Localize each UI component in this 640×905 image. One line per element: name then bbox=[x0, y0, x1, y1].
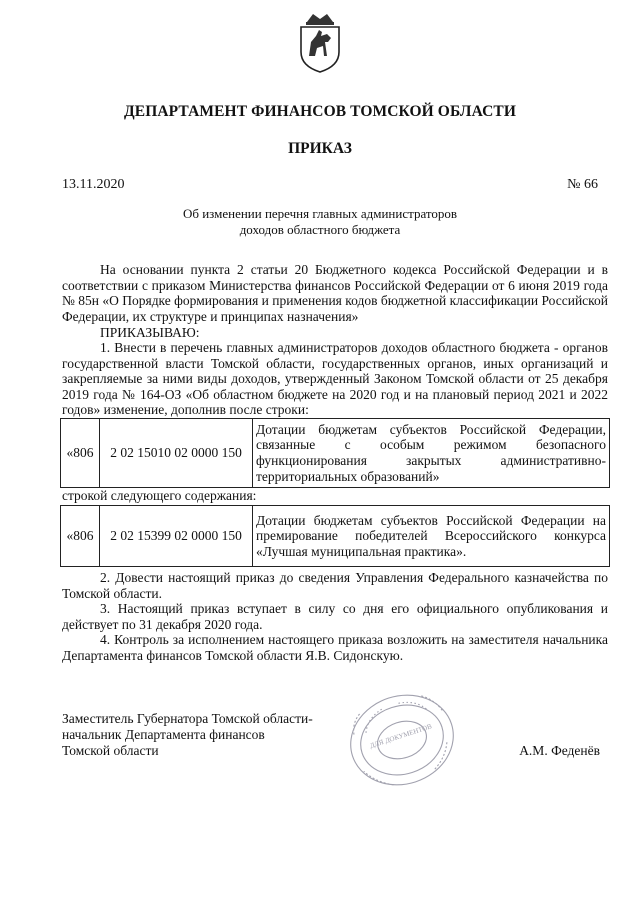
revenue-table-existing-row bbox=[60, 418, 610, 488]
signatory-position bbox=[62, 711, 313, 759]
paragraph-item-1-text: 1. Внести в перечень главных администраторов доходов областного бюджета - органов государственной власти Томской области, государственных органов, иных организаций и закрепляемые за ними виды доходов, утвержденный Законом Томской области от 25 декабря 2019 года № 164-ОЗ «Об областном бюджете на 2020 год и на плановый период 2021 и 2022 годов» изменение, дополнив после строки: bbox=[62, 340, 608, 418]
revenue-table-new-row bbox=[60, 505, 610, 567]
revenue-name-cell: Дотации бюджетам субъектов Российской Федерации, связанные с особым режимом безопасного функционирования закрытых административно-территориальных образований» bbox=[253, 419, 610, 488]
admin-code-cell: «806 bbox=[61, 506, 100, 567]
signatory-line-1: Заместитель Губернатора Томской области- bbox=[62, 711, 313, 726]
subject-line-2: доходов областного бюджета bbox=[239, 222, 401, 237]
signatory-line-2: начальник Департамента финансов bbox=[62, 727, 265, 742]
order-word bbox=[62, 325, 608, 341]
official-stamp-icon bbox=[340, 690, 465, 790]
revenue-name-cell: Дотации бюджетам субъектов Российской Федерации на премирование победителей Всероссийского конкурса «Лучшая муниципальная практика». bbox=[253, 506, 610, 567]
revenue-code-cell: 2 02 15399 02 0000 150 bbox=[100, 506, 253, 567]
revenue-code-cell: 2 02 15010 02 0000 150 bbox=[100, 419, 253, 488]
tomsk-coat-of-arms-icon bbox=[297, 12, 343, 74]
paragraph-item-3-text: 3. Настоящий приказ вступает в силу со дня его официального опубликования и действует по 31 декабря 2020 года. bbox=[62, 601, 608, 632]
paragraph-item-3 bbox=[62, 601, 608, 632]
document-type: ПРИКАЗ bbox=[288, 140, 352, 157]
document-subject bbox=[0, 206, 640, 238]
table-row bbox=[61, 506, 610, 567]
department-name: ДЕПАРТАМЕНТ ФИНАНСОВ ТОМСКОЙ ОБЛАСТИ bbox=[124, 103, 516, 120]
signatory-line-3: Томской области bbox=[62, 743, 159, 758]
after-row-text: строкой следующего содержания: bbox=[62, 488, 257, 503]
admin-code-cell: «806 bbox=[61, 419, 100, 488]
paragraph-basis bbox=[62, 262, 608, 324]
document-date: 13.11.2020 bbox=[62, 177, 125, 192]
document-number: № 66 bbox=[567, 177, 598, 192]
signatory-name: А.М. Феденёв bbox=[519, 743, 600, 758]
stamp-text: ДЛЯ ДОКУМЕНТОВ bbox=[368, 722, 433, 751]
paragraph-item-4-text: 4. Контроль за исполнением настоящего приказа возложить на заместителя начальника Департамента финансов Томской области Я.В. Сидонскую. bbox=[62, 632, 608, 663]
paragraph-basis-text: На основании пункта 2 статьи 20 Бюджетного кодекса Российской Федерации и в соответствии с приказом Министерства финансов Российской Федерации от 6 июня 2019 года № 85н «О Порядке формирования и применения кодов бюджетной классификации Российской Федерации, их структуре и принципах назначения» bbox=[62, 262, 609, 324]
paragraph-item-2-text: 2. Довести настоящий приказ до сведения Управления Федерального казначейства по Томской области. bbox=[62, 570, 608, 601]
order-word-text: ПРИКАЗЫВАЮ: bbox=[100, 325, 200, 340]
paragraph-item-2 bbox=[62, 570, 608, 601]
subject-line-1: Об изменении перечня главных администраторов bbox=[182, 206, 458, 221]
paragraph-item-1 bbox=[62, 340, 608, 418]
paragraph-item-4 bbox=[62, 632, 608, 663]
table-row bbox=[61, 419, 610, 488]
